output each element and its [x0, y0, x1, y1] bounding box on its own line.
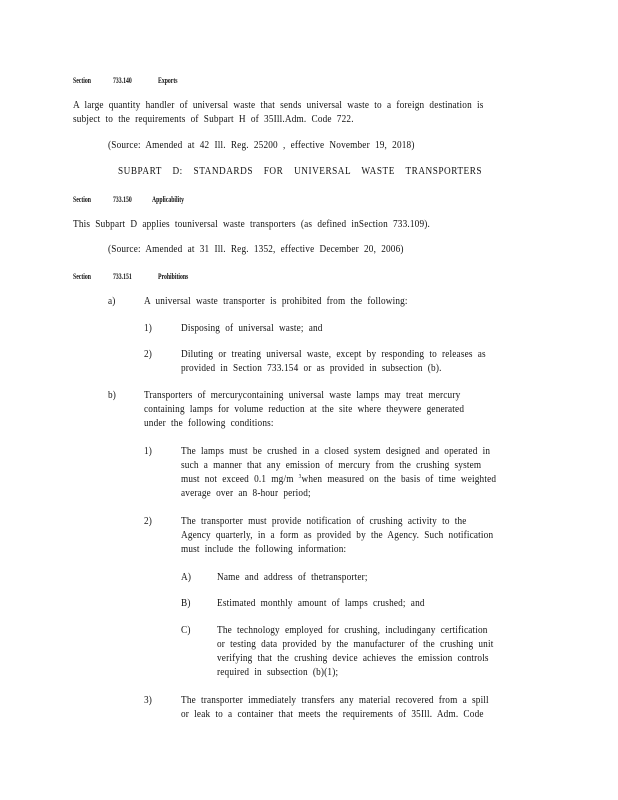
paragraph-text [181, 474, 496, 486]
item-label: C) [181, 625, 191, 636]
section-number: 733.150 [113, 195, 132, 204]
subsection-text: under the following conditions: [144, 418, 274, 429]
superscript: 3 [298, 474, 302, 480]
paragraph-text: The transporter must provide notification of crushing activity to the [181, 516, 467, 527]
subsection-text: Transporters of mercurycontaining universal waste lamps may treat mercury [144, 390, 461, 401]
paragraph-text: average over an 8-hour period; [181, 488, 311, 499]
section-number: 733.140 [113, 76, 132, 85]
item-label: B) [181, 598, 191, 609]
section-title: Applicability [152, 195, 185, 204]
source-note: (Source: Amended at 31 Ill. Reg. 1352, effective December 20, 2006) [108, 244, 404, 255]
subsection-text: containing lamps for volume reduction at the site where theywere generated [144, 404, 465, 415]
item-text: required in subsection (b)(1); [217, 667, 339, 678]
paragraph-text: Agency quarterly, in a form as provided by the Agency. Such notification [181, 530, 494, 541]
section-title: Prohibitions [158, 272, 189, 281]
section-body-line: subject to the requirements of Subpart H of 35Ill.Adm. Code 722. [73, 114, 354, 125]
section-label: Section [73, 76, 91, 85]
section-number: 733.151 [113, 272, 132, 281]
paragraph-text: such a manner that any emission of mercury from the crushing system [181, 460, 482, 471]
subsection-label: b) [108, 390, 117, 401]
paragraph-text-part: when measured on the basis of time weighted [301, 474, 497, 485]
section-label: Section [73, 195, 91, 204]
section-title: Exports [158, 76, 178, 85]
paragraph-text: must include the following information: [181, 544, 347, 555]
paragraph-label: 1) [144, 323, 153, 334]
source-note: (Source: Amended at 42 Ill. Reg. 25200 , effective November 19, 2018) [108, 140, 415, 151]
item-text: The technology employed for crushing, includingany certification [217, 625, 488, 636]
paragraph-text: Disposing of universal waste; and [181, 323, 323, 334]
item-text: or testing data provided by the manufacturer of the crushing unit [217, 639, 494, 650]
paragraph-label: 3) [144, 695, 153, 706]
paragraph-text: provided in Section 733.154 or as provided in subsection (b). [181, 363, 442, 374]
subsection-label: a) [108, 296, 116, 307]
paragraph-label: 1) [144, 446, 153, 457]
subpart-heading: SUBPART D: STANDARDS FOR UNIVERSAL WASTE TRANSPORTERS [118, 166, 483, 177]
item-text: Estimated monthly amount of lamps crushed; and [217, 598, 425, 609]
paragraph-text: The lamps must be crushed in a closed system designed and operated in [181, 446, 491, 457]
item-text: verifying that the crushing device achieves the emission controls [217, 653, 489, 664]
section-body-line: This Subpart D applies touniversal waste transporters (as defined inSection 733.109). [73, 219, 430, 230]
paragraph-text: or leak to a container that meets the requirements of 35Ill. Adm. Code [181, 709, 484, 720]
item-label: A) [181, 572, 192, 583]
paragraph-text-part: must not exceed 0.1 mg/m [181, 474, 294, 485]
paragraph-label: 2) [144, 349, 153, 360]
section-label: Section [73, 272, 91, 281]
paragraph-text: Diluting or treating universal waste, except by responding to releases as [181, 349, 486, 360]
section-body-line: A large quantity handler of universal waste that sends universal waste to a foreign destination is [73, 100, 484, 111]
subsection-text: A universal waste transporter is prohibited from the following: [144, 296, 408, 307]
paragraph-label: 2) [144, 516, 153, 527]
item-text: Name and address of thetransporter; [217, 572, 368, 583]
paragraph-text: The transporter immediately transfers any material recovered from a spill [181, 695, 489, 706]
